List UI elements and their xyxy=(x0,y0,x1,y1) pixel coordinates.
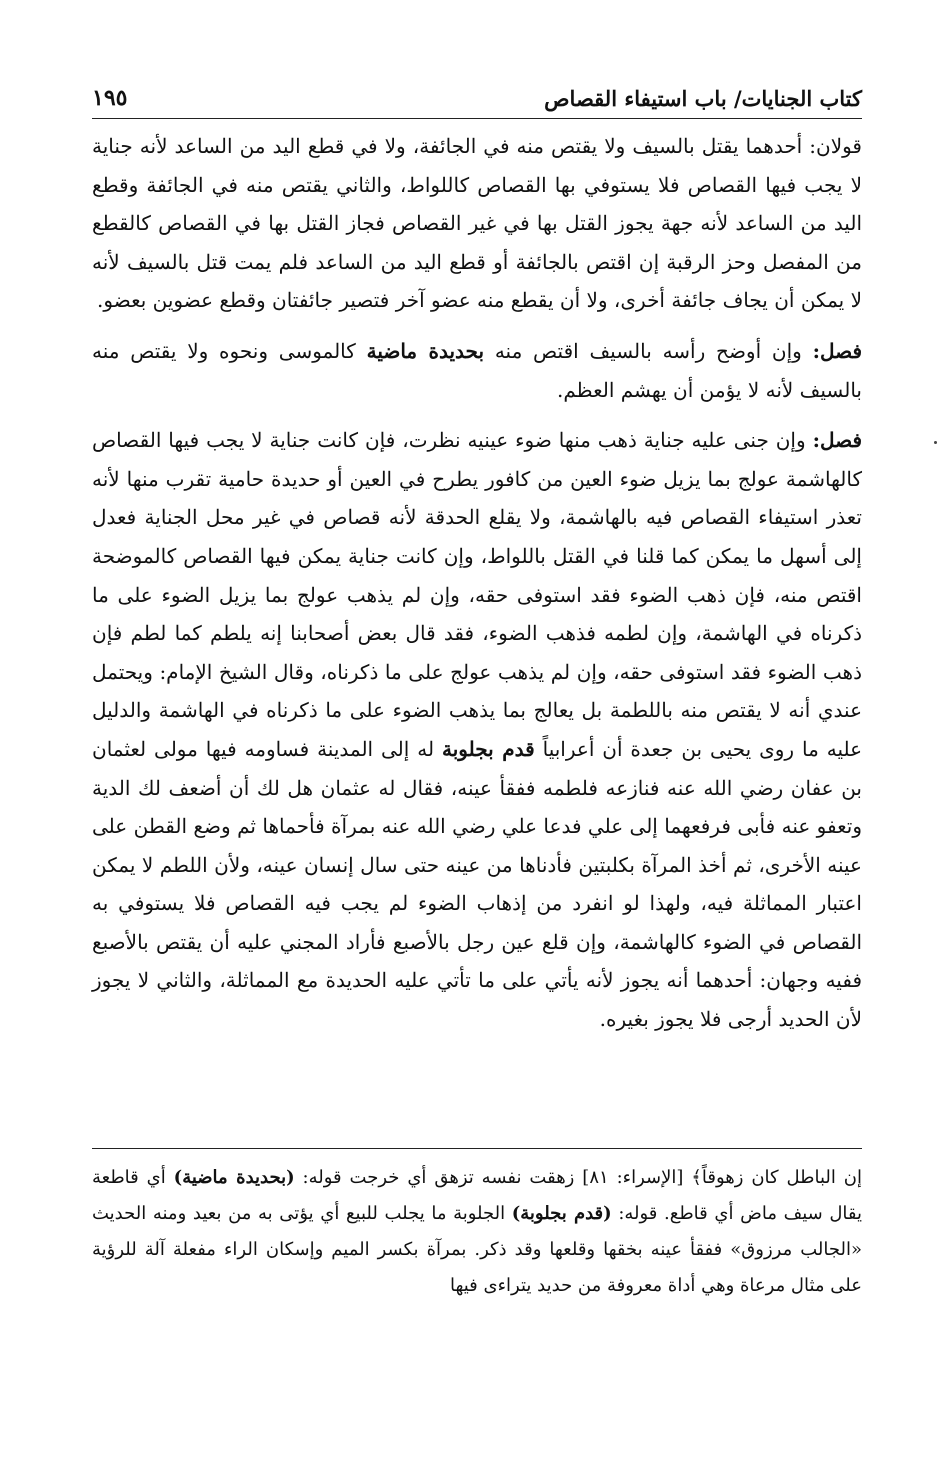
paragraph-3-text-a: وإن جنى عليه جناية ذهب منها ضوء عينيه نظرت، فإن كانت جناية لا يجب فيها القصاص كالهاشمة عولج بما يزيل ضوء العين من كافور يطرح في العين أو حديدة حامية تقرب منها لأنه تعذر استيفاء القصاص فيه بالهاشمة، ولا يقلع الحدقة لأنه قصاص في غير محل الجناية فعدل إلى أسهل ما يمكن كما قلنا في القتل باللواط، وإن كانت جناية يمكن فيها القصاص كالموضحة اقتص منه، فإن ذهب الضوء فقد استوفى حقه، وإن لم يذهب عولج بما يزيل الضوء على ما ذكرناه في الهاشمة، وإن لطمه فذهب الضوء، فقد قال بعض أصحابنا إنه يلطم كما لطم فإن ذهب الضوء فقد استوفى حقه، وإن لم يذهب عولج على ما ذكرناه، وقال الشيخ الإمام: ويحتمل عندي أنه لا يقتص منه باللطمة بل يعالج بما يذهب الضوء على ما ذكرناه في الهاشمة والدليل عليه ما روى يحيى بن جعدة أن أعرابياً xyxy=(92,428,863,761)
header-rule xyxy=(92,118,862,119)
footnote-text xyxy=(92,1160,862,1304)
paragraph-3 xyxy=(92,421,862,1039)
footnote-part-a: إن الباطل كان زهوقاً﴾ [الإسراء: ٨١] زهقت نفسه تزهق أي خرجت قوله: xyxy=(302,1167,862,1188)
running-head: كتاب الجنايات/ باب استيفاء القصاص xyxy=(544,85,862,111)
section-label: فصل: xyxy=(812,338,863,363)
bold-term: بحديدة ماضية xyxy=(366,338,485,363)
bold-term: قدم بجلوبة xyxy=(441,736,535,761)
paragraph-2-text-b: كالموسى ونحوه ولا يقتص منه بالسيف لأنه لا يؤمن أن يهشم العظم. xyxy=(92,338,862,402)
footnote-part-c: الجلوبة ما يجلب للبيع أي يؤتى به من بعيد ومنه الحديث «الجالب مرزوق» ففقأ عينه بخقها وقلعها وقد ذكر. بمرآة بكسر الميم وإسكان الراء مفعلة آلة للرؤية على مثال مرعاة وهي أداة معروفة من حديد يتراءى فيها xyxy=(92,1203,862,1296)
paragraph-3-text-b: له إلى المدينة فساومه فيها مولى لعثمان بن عفان رضي الله عنه فنازعه فلطمه ففقأ عينه، فقال له عثمان هل لك أن أضعف لك الدية وتعفو عنه فأبى فرفعهما إلى علي فدعا علي رضي الله عنه بمرآة فأحماها ثم وضع القطن على عينه الأخرى، ثم أخذ المرآة بكلبتين فأدناها من عينه حتى سال إنسان عينه، ولأن اللطم لا يمكن اعتبار المماثلة فيه، ولهذا لو انفرد من إذهاب الضوء لم يجب فيه القصاص فلا يستوفي به القصاص في الضوء كالهاشمة، وإن قلع عين رجل بالأصبع فأراد المجني عليه أن يقتص بالأصبع ففيه وجهان: أحدهما أنه يجوز لأنه يأتي على ما تأتي عليه الحديدة مع المماثلة، والثاني لا يجوز لأن الحديد أرجى فلا يجوز بغيره. xyxy=(92,736,862,1032)
page-number: ١٩٥ xyxy=(92,85,128,111)
footnote-term: (بحديدة ماضية) xyxy=(173,1167,295,1188)
footnotes xyxy=(92,1160,862,1304)
paragraph-1: قولان: أحدهما يقتل بالسيف ولا يقتص منه في الجائفة، ولا في قطع اليد من الساعد لأنه جناية لا يجب فيها القصاص فلا يستوفي بها القصاص كاللواط، والثاني يقتص منه في الجائفة وقطع اليد من الساعد لأنه جهة يجوز القتل بها في غير القصاص فجاز القتل بها في القصاص كالقطع من المفصل وحز الرقبة إن اقتص بالجائفة أو قطع اليد من الساعد فلم يمت قتل بالسيف لأنه لا يمكن أن يجاف جائفة أخرى، ولا أن يقطع منه عضو آخر فتصير جائفتان وقطع عضوين بعضو. xyxy=(92,134,862,313)
margin-mark xyxy=(934,441,937,444)
paragraph-2-text-a: وإن أوضح رأسه بالسيف اقتص منه xyxy=(494,338,802,363)
main-text xyxy=(92,127,862,1051)
footnote-rule xyxy=(92,1148,862,1149)
footnote-term: (قدم بجلوبة) xyxy=(511,1203,612,1224)
footnote-part-b: أي قاطعة يقال سيف ماض أي قاطع. قوله: xyxy=(92,1167,863,1224)
section-label: فصل: xyxy=(812,428,863,453)
page-header xyxy=(92,78,862,118)
paragraph-2 xyxy=(92,332,862,409)
